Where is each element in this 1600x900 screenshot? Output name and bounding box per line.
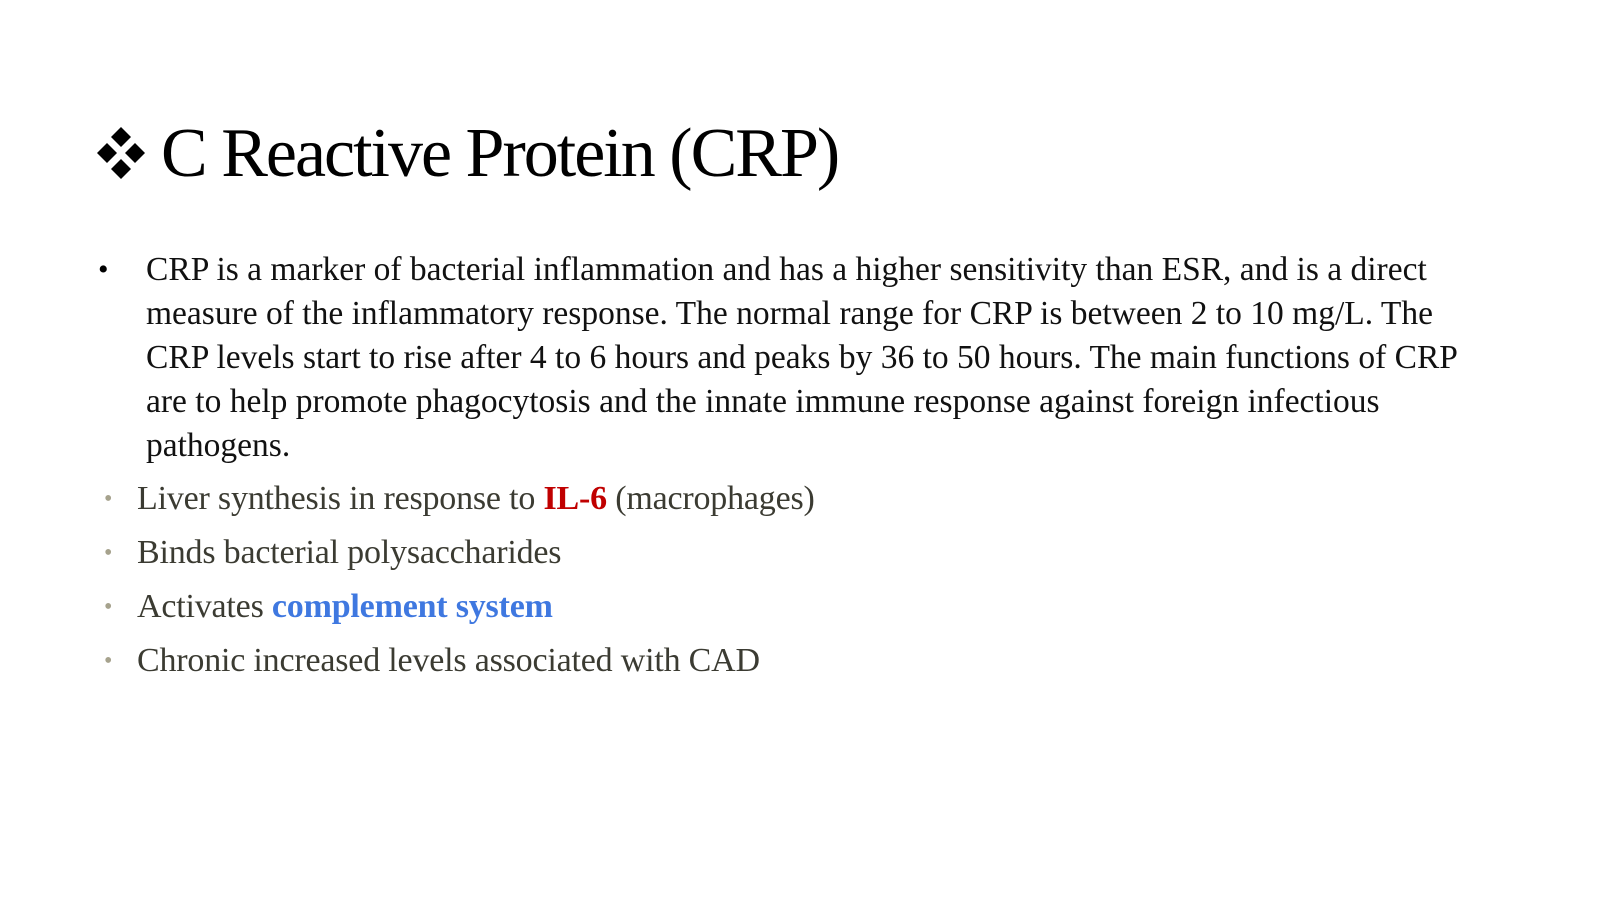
complement-system-highlight: complement system (271, 588, 553, 625)
il6-highlight: IL-6 (543, 480, 607, 517)
sub-bullet-text (137, 590, 553, 624)
sub-bullet-prefix: Activates (137, 588, 272, 625)
sub-bullet-list (104, 482, 1104, 698)
sub-bullet-polysaccharides (104, 536, 1104, 590)
page-title: C Reactive Protein (CRP) (161, 115, 839, 192)
sub-bullet-text: Chronic increased levels associated with CAD (137, 642, 760, 679)
sub-bullet-marker: • (104, 648, 113, 674)
sub-bullet-cad (104, 644, 1104, 698)
main-bullet (98, 248, 1478, 468)
sub-bullet-marker: • (104, 486, 113, 512)
sub-bullet-il6 (104, 482, 1104, 536)
sub-bullet-complement (104, 590, 1104, 644)
sub-bullet-prefix: Liver synthesis in response to (137, 480, 544, 517)
four-diamonds-icon (95, 125, 147, 183)
main-bullet-text: CRP is a marker of bacterial inflammation and has a higher sensitivity than ESR, and is a direct measure of the inflammatory response. The normal range for CRP is between 2 to 10 mg/L. The CRP levels start to rise after 4 to 6 hours and peaks by 36 to 50 hours. The main functions of CRP are to help promote phagocytosis and the innate immune response against foreign infectious pathogens. (146, 251, 1457, 464)
title-row (95, 112, 838, 196)
sub-bullet-text: Binds bacterial polysaccharides (137, 534, 562, 571)
sub-bullet-marker: • (104, 594, 113, 620)
main-bullet-marker: • (98, 253, 109, 286)
sub-bullet-text (137, 482, 815, 516)
sub-bullet-marker: • (104, 540, 113, 566)
sub-bullet-suffix: (macrophages) (606, 480, 815, 517)
